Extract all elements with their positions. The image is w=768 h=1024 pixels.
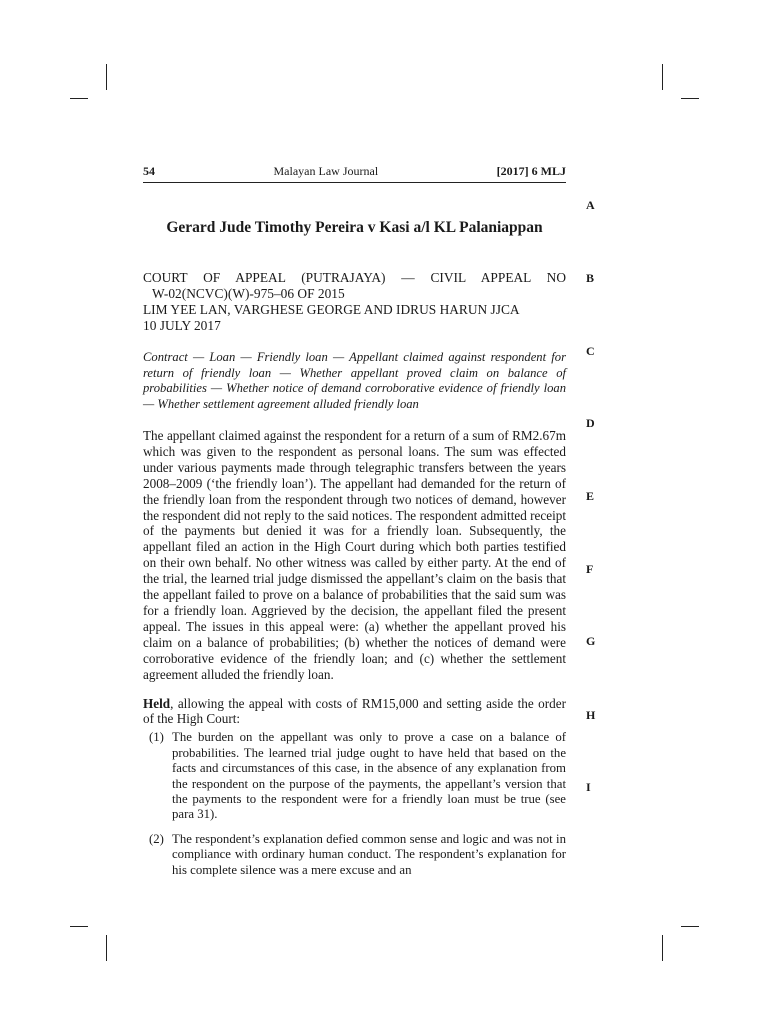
crop-mark <box>106 935 107 961</box>
crop-mark <box>662 935 663 961</box>
page-number: 54 <box>143 164 155 178</box>
margin-letter: C <box>586 344 595 358</box>
crop-mark <box>681 98 699 99</box>
point-text: The burden on the appellant was only to prove a case on a balance of probabilities. The learned trial judge ought to have held that based on the facts and circumstances of this case, in the absence of any explanation from the respondent on the purpose of the payments, the appellant’s version that the payments to the respondent were for a friendly loan must be true (see para 31). <box>172 730 566 822</box>
held-label: Held <box>143 695 171 711</box>
margin-letter: I <box>586 780 591 794</box>
margin-letter: E <box>586 489 595 503</box>
margin-letter: A <box>586 198 595 212</box>
crop-mark <box>106 64 107 90</box>
held-point <box>143 832 566 878</box>
margin-letter: D <box>586 416 595 430</box>
crop-mark <box>70 98 88 99</box>
appeal-number: W-02(NCVC)(W)-975–06 OF 2015 <box>152 286 345 301</box>
document-page <box>143 164 566 878</box>
crop-mark <box>662 64 663 90</box>
journal-citation: [2017] 6 MLJ <box>496 164 566 178</box>
court-details <box>143 270 566 334</box>
point-number: (1) <box>149 730 164 745</box>
margin-letter: H <box>586 708 596 722</box>
journal-name: Malayan Law Journal <box>273 164 379 178</box>
held-text: , allowing the appeal with costs of RM15,000 and setting aside the order of the High Court: <box>143 695 566 727</box>
point-text: The respondent’s explanation defied common sense and logic and was not in compliance with ordinary human conduct. The respondent’s explanation for his complete silence was a mere excuse and an <box>172 831 566 877</box>
held-intro <box>143 696 566 728</box>
held-point <box>143 730 566 822</box>
point-number: (2) <box>149 831 164 846</box>
margin-letter: F <box>586 562 594 576</box>
judges: LIM YEE LAN, VARGHESE GEORGE AND IDRUS HARUN JJCA <box>143 302 520 317</box>
court-line: COURT OF APPEAL (PUTRAJAYA) — CIVIL APPEAL NO <box>143 270 566 285</box>
crop-mark <box>681 926 699 927</box>
crop-mark <box>70 926 88 927</box>
decision-date: 10 JULY 2017 <box>143 318 221 333</box>
margin-letter: B <box>586 271 595 285</box>
margin-letter: G <box>586 634 596 648</box>
running-header <box>143 164 566 183</box>
catchwords: Contract — Loan — Friendly loan — Appellant claimed against respondent for return of friendly loan — Whether appellant proved claim on balance of probabilities — Whether notice of demand corroborative evidence of friendly loan — Whether settlement agreement alluded friendly loan <box>143 350 566 411</box>
case-summary: The appellant claimed against the respondent for a return of a sum of RM2.67m which was given to the respondent as personal loans. The sum was effected under various payments made through telegraphic transfers between the years 2008–2009 (‘the friendly loan’). The appellant had demanded for the return of the friendly loan from the respondent through two notices of demand, however the respondent did not reply to the said notices. The respondent admitted receipt of the payments but denied it was for a friendly loan. Subsequently, the appellant filed an action in the High Court during which both parties testified on their own behalf. No other witness was called by either party. At the end of the trial, the learned trial judge dismissed the appellant’s claim on the basis that the appellant failed to prove on a balance of probabilities that the said sum was for a friendly loan. Aggrieved by the decision, the appellant filed the present appeal. The issues in this appeal were: (a) whether the appellant proved his claim on a balance of probabilities; (b) whether the notices of demand were corroborative evidence of the friendly loan; and (c) whether the settlement agreement alluded the friendly loan. <box>143 428 566 682</box>
case-title: Gerard Jude Timothy Pereira v Kasi a/l KL Palaniappan <box>166 219 543 236</box>
